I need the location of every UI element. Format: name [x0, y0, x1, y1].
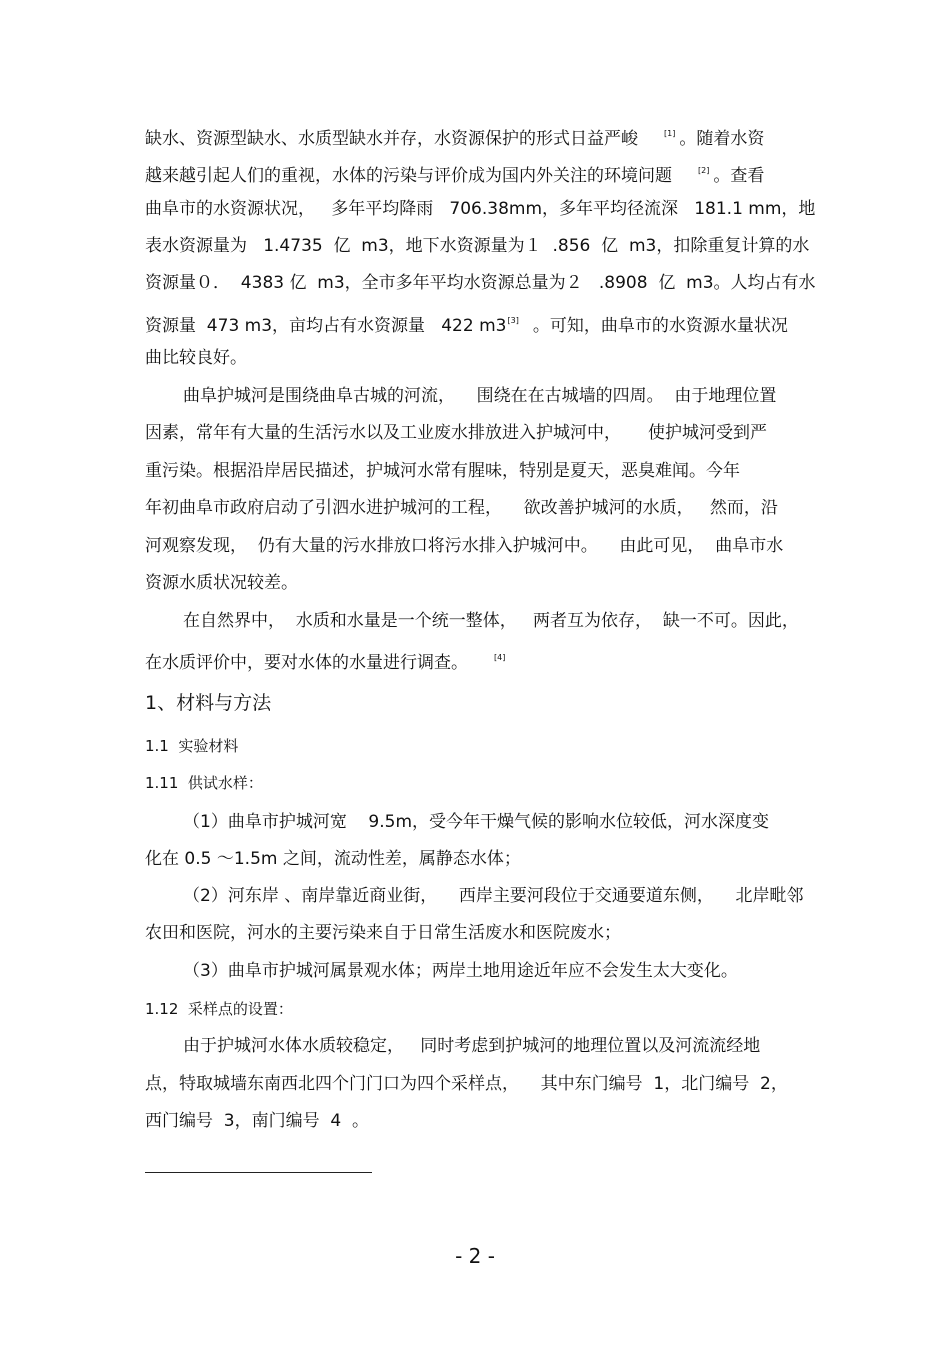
citation-ref: [2]	[698, 166, 710, 175]
line-text: 缺水、资源型缺水、水质型缺水并存，水资源保护的形式日益严峻	[145, 129, 638, 149]
line-text: 越来越引起人们的重视，水体的污染与评价成为国内外关注的环境问题	[145, 166, 672, 186]
paragraph-line	[145, 123, 764, 150]
paragraph-line: 点，特取城墙东南西北四个门门口为四个采样点， 其中东门编号 1，北门编号 2，	[145, 1074, 788, 1094]
paragraph-line: 曲比较良好。	[145, 348, 247, 368]
paragraph-line: 在自然界中， 水质和水量是一个统一整体， 两者互为依存， 缺一不可。因此，	[183, 611, 799, 631]
line-text: 资源量 473 m3，亩均占有水资源量 422 m3	[145, 316, 507, 336]
page-number: - 2 -	[455, 1244, 495, 1268]
paragraph-line: 由于护城河水体水质较稳定， 同时考虑到护城河的地理位置以及河流流经地	[183, 1036, 761, 1056]
paragraph-line: 资源量０． 4383 亿 m3，全市多年平均水资源总量为２ .8908 亿 m3。人均占有水	[145, 273, 816, 293]
paragraph-line: 资源水质状况较差。	[145, 573, 298, 593]
paragraph-line: 年初曲阜市政府启动了引泗水进护城河的工程， 欲改善护城河的水质， 然而，沿	[145, 498, 778, 518]
citation-ref: [3]	[507, 316, 519, 325]
line-text: 。查看	[713, 166, 765, 186]
paragraph-line	[145, 160, 764, 187]
citation-ref: [4]	[494, 653, 506, 662]
subsection-heading: 1.12 采样点的设置：	[145, 1000, 293, 1018]
paragraph-line: 曲阜市的水资源状况， 多年平均降雨 706.38mm，多年平均径流深 181.1 mm，地	[145, 199, 816, 219]
section-heading: 1、材料与方法	[145, 692, 272, 714]
paragraph-line: 表水资源量为 1.4735 亿 m3，地下水资源量为１ .856 亿 m3，扣除重复计算的水	[145, 236, 810, 256]
subsection-heading: 1.11 供试水样：	[145, 774, 263, 792]
footnote-separator	[145, 1172, 372, 1173]
paragraph-line	[145, 310, 788, 337]
paragraph-line: 曲阜护城河是围绕曲阜古城的河流， 围绕在在古城墙的四周。 由于地理位置	[183, 386, 777, 406]
paragraph-line: 因素，常年有大量的生活污水以及工业废水排放进入护城河中， 使护城河受到严	[145, 423, 768, 443]
list-item: （3）曲阜市护城河属景观水体；两岸土地用途近年应不会发生太大变化。	[183, 961, 738, 981]
paragraph-line: 重污染。根据沿岸居民描述，护城河水常有腥味，特别是夏天，恶臭难闻。今年	[145, 461, 740, 481]
subsection-heading: 1.1 实验材料	[145, 737, 239, 755]
line-text: 在水质评价中，要对水体的水量进行调查。	[145, 653, 468, 673]
list-item: （2）河东岸 、南岸靠近商业街， 西岸主要河段位于交通要道东侧， 北岸毗邻	[183, 886, 804, 906]
line-text: 。可知，曲阜市的水资源水量状况	[532, 316, 788, 336]
line-text: 。随着水资	[679, 129, 765, 149]
list-item: （1）曲阜市护城河宽 9.5m，受今年干燥气候的影响水位较低，河水深度变	[183, 812, 770, 832]
paragraph-line: 西门编号 3，南门编号 4 。	[145, 1111, 370, 1131]
list-item: 农田和医院，河水的主要污染来自于日常生活废水和医院废水；	[145, 923, 621, 943]
citation-ref: [1]	[664, 129, 676, 138]
paragraph-line	[145, 647, 509, 674]
paragraph-line: 河观察发现， 仍有大量的污水排放口将污水排入护城河中。 由此可见， 曲阜市水	[145, 536, 784, 556]
list-item: 化在 0.5 ～1.5m 之间，流动性差，属静态水体；	[145, 849, 521, 869]
